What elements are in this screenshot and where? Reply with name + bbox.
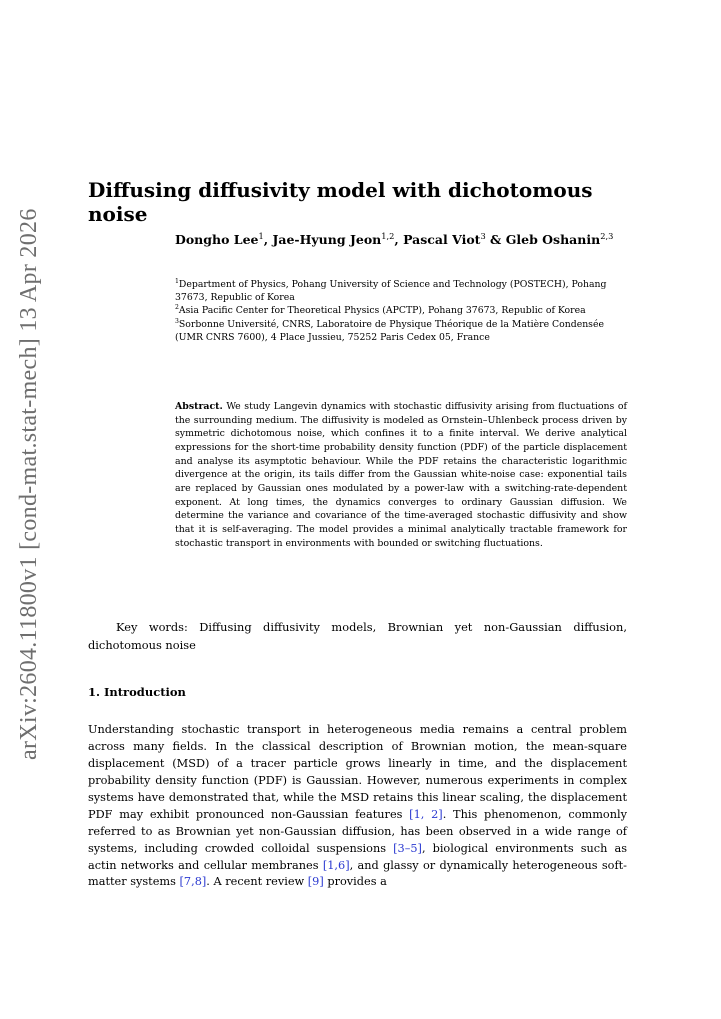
citation-link[interactable]: [1,6] xyxy=(322,858,350,872)
abstract-text: We study Langevin dynamics with stochastic diffusivity arising from fluctuations of the surrounding medium. The diffusivity is modeled as Ornstein–Uhlenbeck process driven by symmetric dichotomous noise, which confines it to a finite interval. We derive analytical expressions for the short-time probability density function (PDF) of the particle displacement and analyse its asymptotic behaviour. While the PDF retains the characteristic logarithmic divergence at the origin, its tails differ from the Gaussian white-noise case: exponential tails are replaced by Gaussian ones modulated by a power-law with a switching-rate-dependent exponent. At long times, the dynamics converges to ordinary Gaussian diffusion. We determine the variance and covariance of the time-averaged stochastic diffusivity and show that it is self-averaging. The model provides a minimal analytically tractable framework for stochastic transport in environments with bounded or switching fluctuations. xyxy=(175,401,627,549)
affiliation: $^1$Department of Physics, Pohang University of Science and Technology (POSTECH), Pohang 37673, Republic of Korea xyxy=(175,277,607,304)
citation-link[interactable]: [7,8] xyxy=(179,875,207,889)
citation-link[interactable]: [3–5] xyxy=(393,841,422,855)
affiliation-list xyxy=(175,278,627,344)
author: Dongho Lee$^1$, xyxy=(175,230,273,247)
author: Pascal Viot$^3$ & xyxy=(403,230,506,247)
citation-link[interactable]: [9] xyxy=(307,875,324,889)
author-list xyxy=(175,231,635,249)
affiliation: $^3$Sorbonne Université, CNRS, Laboratoire de Physique Théorique de la Matière Condensée (UMR CNRS 7600), 4 Place Jussieu, 75252 Paris Cedex 05, France xyxy=(175,317,604,343)
keywords: Key words: Diffusing diffusivity models, Brownian yet non-Gaussian diffusion, dichotomous noise xyxy=(88,620,627,652)
abstract-label: Abstract. xyxy=(175,401,223,412)
arxiv-identifier[interactable]: arXiv:2604.11800v1 [cond-mat.stat-mech] 13 Apr 2026 xyxy=(16,208,42,760)
affiliation: $^2$Asia Pacific Center for Theoretical Physics (APCTP), Pohang 37673, Republic of Korea xyxy=(175,304,586,317)
introduction-paragraph: Understanding stochastic transport in heterogeneous media remains a central problem across many fields. In the classical description of Brownian motion, the mean-square displacement (MSD) of a tracer particle grows linearly in time, and the displacement probability density function (PDF) is Gaussian. However, numerous experiments in complex systems have demonstrated that, while the MSD retains this linear scaling, the displacement PDF may exhibit pronounced non-Gaussian features [1, 2]. This phenomenon, commonly referred to as Brownian yet non-Gaussian diffusion, has been observed in a wide range of systems, including crowded colloidal suspensions [3–5], biological environments such as actin networks and cellular membranes [1,6], and glassy or dynamically heterogeneous soft-matter systems [7,8]. A recent review [9] provides a xyxy=(88,723,627,889)
abstract xyxy=(175,400,627,550)
section-heading: 1. Introduction xyxy=(88,685,186,699)
paper-title: Diffusing diffusivity model with dichotomous noise xyxy=(88,178,593,226)
citation-link[interactable]: [1, 2] xyxy=(409,807,443,821)
author: Gleb Oshanin$^{2,3}$ xyxy=(505,230,614,247)
author: Jae-Hyung Jeon$^{1,2}$, xyxy=(272,230,404,247)
